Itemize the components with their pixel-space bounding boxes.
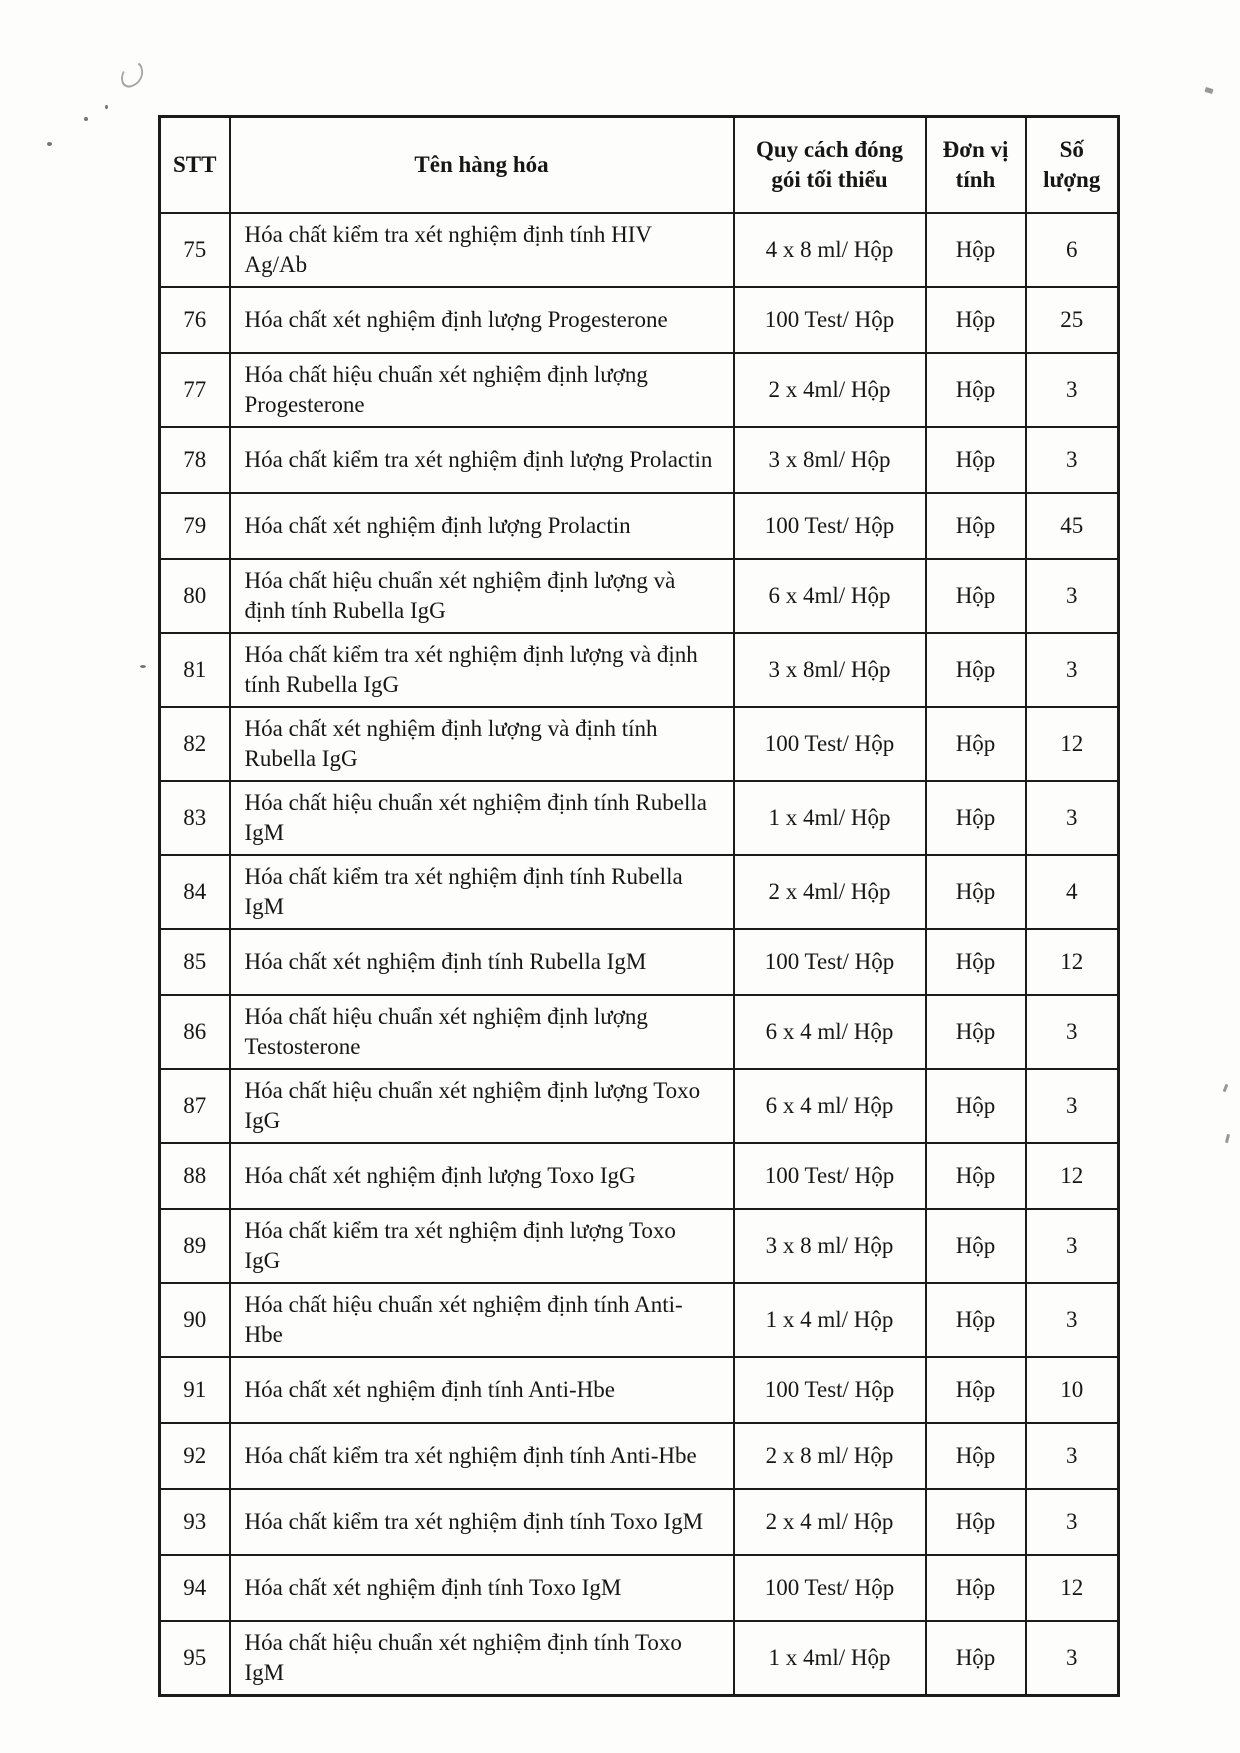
cell-unit: Hộp <box>926 633 1026 707</box>
scan-artifact-dot <box>47 142 52 146</box>
cell-quantity: 12 <box>1026 1555 1119 1621</box>
cell-unit: Hộp <box>926 427 1026 493</box>
cell-stt: 95 <box>160 1621 230 1696</box>
table-row <box>160 213 1119 287</box>
cell-name: Hóa chất kiểm tra xét nghiệm định tính Toxo IgM <box>230 1489 734 1555</box>
cell-stt: 75 <box>160 213 230 287</box>
cell-unit: Hộp <box>926 559 1026 633</box>
cell-quantity: 3 <box>1026 1209 1119 1283</box>
cell-name: Hóa chất xét nghiệm định tính Toxo IgM <box>230 1555 734 1621</box>
table-row <box>160 353 1119 427</box>
cell-name: Hóa chất hiệu chuẩn xét nghiệm định tính Toxo IgM <box>230 1621 734 1696</box>
cell-name: Hóa chất xét nghiệm định lượng Prolactin <box>230 493 734 559</box>
table-body <box>160 213 1119 1696</box>
cell-unit: Hộp <box>926 493 1026 559</box>
header-stt: STT <box>160 117 230 214</box>
cell-unit: Hộp <box>926 855 1026 929</box>
cell-unit: Hộp <box>926 929 1026 995</box>
cell-packaging: 3 x 8ml/ Hộp <box>734 427 926 493</box>
cell-unit: Hộp <box>926 1209 1026 1283</box>
table-row <box>160 855 1119 929</box>
cell-stt: 92 <box>160 1423 230 1489</box>
cell-stt: 86 <box>160 995 230 1069</box>
cell-name: Hóa chất xét nghiệm định lượng Progesterone <box>230 287 734 353</box>
cell-packaging: 100 Test/ Hộp <box>734 493 926 559</box>
cell-stt: 88 <box>160 1143 230 1209</box>
cell-name: Hóa chất kiểm tra xét nghiệm định tính HIV Ag/Ab <box>230 213 734 287</box>
header-packaging: Quy cách đóng gói tối thiểu <box>734 117 926 214</box>
cell-name: Hóa chất kiểm tra xét nghiệm định lượng Toxo IgG <box>230 1209 734 1283</box>
header-quantity: Số lượng <box>1026 117 1119 214</box>
cell-quantity: 25 <box>1026 287 1119 353</box>
cell-quantity: 12 <box>1026 1143 1119 1209</box>
table-row <box>160 1209 1119 1283</box>
cell-packaging: 100 Test/ Hộp <box>734 707 926 781</box>
cell-quantity: 3 <box>1026 1621 1119 1696</box>
table-row <box>160 559 1119 633</box>
cell-unit: Hộp <box>926 213 1026 287</box>
cell-quantity: 12 <box>1026 707 1119 781</box>
cell-stt: 91 <box>160 1357 230 1423</box>
table-row <box>160 1555 1119 1621</box>
cell-name: Hóa chất hiệu chuẩn xét nghiệm định lượng Progesterone <box>230 353 734 427</box>
table-row <box>160 493 1119 559</box>
cell-packaging: 2 x 8 ml/ Hộp <box>734 1423 926 1489</box>
cell-quantity: 3 <box>1026 781 1119 855</box>
cell-stt: 90 <box>160 1283 230 1357</box>
cell-packaging: 4 x 8 ml/ Hộp <box>734 213 926 287</box>
cell-name: Hóa chất hiệu chuẩn xét nghiệm định tính Anti-Hbe <box>230 1283 734 1357</box>
cell-packaging: 100 Test/ Hộp <box>734 287 926 353</box>
cell-packaging: 3 x 8 ml/ Hộp <box>734 1209 926 1283</box>
cell-quantity: 10 <box>1026 1357 1119 1423</box>
cell-name: Hóa chất xét nghiệm định lượng Toxo IgG <box>230 1143 734 1209</box>
cell-quantity: 3 <box>1026 995 1119 1069</box>
cell-packaging: 1 x 4ml/ Hộp <box>734 1621 926 1696</box>
cell-unit: Hộp <box>926 707 1026 781</box>
cell-packaging: 1 x 4ml/ Hộp <box>734 781 926 855</box>
cell-unit: Hộp <box>926 1069 1026 1143</box>
cell-packaging: 2 x 4ml/ Hộp <box>734 353 926 427</box>
table-row <box>160 633 1119 707</box>
cell-unit: Hộp <box>926 1357 1026 1423</box>
cell-stt: 94 <box>160 1555 230 1621</box>
cell-quantity: 3 <box>1026 427 1119 493</box>
header-name: Tên hàng hóa <box>230 117 734 214</box>
scan-artifact-mark <box>1225 1134 1230 1143</box>
cell-name: Hóa chất kiểm tra xét nghiệm định tính Anti-Hbe <box>230 1423 734 1489</box>
cell-packaging: 6 x 4 ml/ Hộp <box>734 995 926 1069</box>
table-row <box>160 1489 1119 1555</box>
cell-unit: Hộp <box>926 353 1026 427</box>
cell-stt: 80 <box>160 559 230 633</box>
cell-quantity: 6 <box>1026 213 1119 287</box>
cell-quantity: 3 <box>1026 559 1119 633</box>
table-row <box>160 995 1119 1069</box>
cell-unit: Hộp <box>926 1489 1026 1555</box>
cell-stt: 81 <box>160 633 230 707</box>
scan-artifact-dot <box>140 665 146 668</box>
cell-stt: 89 <box>160 1209 230 1283</box>
cell-unit: Hộp <box>926 1143 1026 1209</box>
scan-artifact-mark <box>1223 1084 1229 1093</box>
cell-name: Hóa chất xét nghiệm định tính Anti-Hbe <box>230 1357 734 1423</box>
table-row <box>160 1283 1119 1357</box>
cell-name: Hóa chất kiểm tra xét nghiệm định lượng Prolactin <box>230 427 734 493</box>
cell-quantity: 3 <box>1026 1423 1119 1489</box>
cell-stt: 77 <box>160 353 230 427</box>
cell-stt: 85 <box>160 929 230 995</box>
cell-unit: Hộp <box>926 1283 1026 1357</box>
cell-quantity: 3 <box>1026 353 1119 427</box>
scan-artifact-dot <box>105 105 108 109</box>
scan-artifact-squiggle <box>119 59 146 91</box>
cell-unit: Hộp <box>926 781 1026 855</box>
cell-quantity: 45 <box>1026 493 1119 559</box>
cell-quantity: 3 <box>1026 1489 1119 1555</box>
table-row <box>160 1143 1119 1209</box>
cell-packaging: 3 x 8ml/ Hộp <box>734 633 926 707</box>
table-row <box>160 1357 1119 1423</box>
table-row <box>160 1069 1119 1143</box>
cell-stt: 79 <box>160 493 230 559</box>
cell-packaging: 100 Test/ Hộp <box>734 1555 926 1621</box>
table-row <box>160 427 1119 493</box>
cell-stt: 83 <box>160 781 230 855</box>
cell-packaging: 6 x 4 ml/ Hộp <box>734 1069 926 1143</box>
cell-unit: Hộp <box>926 1423 1026 1489</box>
cell-quantity: 3 <box>1026 1069 1119 1143</box>
cell-packaging: 100 Test/ Hộp <box>734 1143 926 1209</box>
cell-packaging: 2 x 4 ml/ Hộp <box>734 1489 926 1555</box>
cell-unit: Hộp <box>926 995 1026 1069</box>
cell-unit: Hộp <box>926 1621 1026 1696</box>
cell-stt: 78 <box>160 427 230 493</box>
cell-packaging: 2 x 4ml/ Hộp <box>734 855 926 929</box>
table-row <box>160 1621 1119 1696</box>
cell-name: Hóa chất hiệu chuẩn xét nghiệm định tính Rubella IgM <box>230 781 734 855</box>
cell-stt: 82 <box>160 707 230 781</box>
cell-packaging: 6 x 4ml/ Hộp <box>734 559 926 633</box>
cell-name: Hóa chất hiệu chuẩn xét nghiệm định lượng Toxo IgG <box>230 1069 734 1143</box>
table-row <box>160 781 1119 855</box>
cell-name: Hóa chất hiệu chuẩn xét nghiệm định lượng và định tính Rubella IgG <box>230 559 734 633</box>
header-row <box>160 117 1119 214</box>
cell-quantity: 3 <box>1026 1283 1119 1357</box>
header-unit: Đơn vị tính <box>926 117 1026 214</box>
cell-packaging: 100 Test/ Hộp <box>734 1357 926 1423</box>
scan-artifact-mark <box>1204 87 1213 94</box>
cell-stt: 93 <box>160 1489 230 1555</box>
scan-artifact-dot <box>84 117 88 121</box>
goods-table <box>158 115 1120 1697</box>
cell-name: Hóa chất xét nghiệm định lượng và định tính Rubella IgG <box>230 707 734 781</box>
cell-quantity: 12 <box>1026 929 1119 995</box>
cell-quantity: 4 <box>1026 855 1119 929</box>
cell-stt: 76 <box>160 287 230 353</box>
table-row <box>160 929 1119 995</box>
cell-packaging: 1 x 4 ml/ Hộp <box>734 1283 926 1357</box>
cell-name: Hóa chất kiểm tra xét nghiệm định lượng và định tính Rubella IgG <box>230 633 734 707</box>
cell-stt: 87 <box>160 1069 230 1143</box>
cell-stt: 84 <box>160 855 230 929</box>
cell-unit: Hộp <box>926 287 1026 353</box>
table-header <box>160 117 1119 214</box>
cell-name: Hóa chất xét nghiệm định tính Rubella IgM <box>230 929 734 995</box>
cell-name: Hóa chất hiệu chuẩn xét nghiệm định lượng Testosterone <box>230 995 734 1069</box>
cell-name: Hóa chất kiểm tra xét nghiệm định tính Rubella IgM <box>230 855 734 929</box>
table-row <box>160 707 1119 781</box>
cell-packaging: 100 Test/ Hộp <box>734 929 926 995</box>
cell-unit: Hộp <box>926 1555 1026 1621</box>
table-row <box>160 1423 1119 1489</box>
table-row <box>160 287 1119 353</box>
cell-quantity: 3 <box>1026 633 1119 707</box>
